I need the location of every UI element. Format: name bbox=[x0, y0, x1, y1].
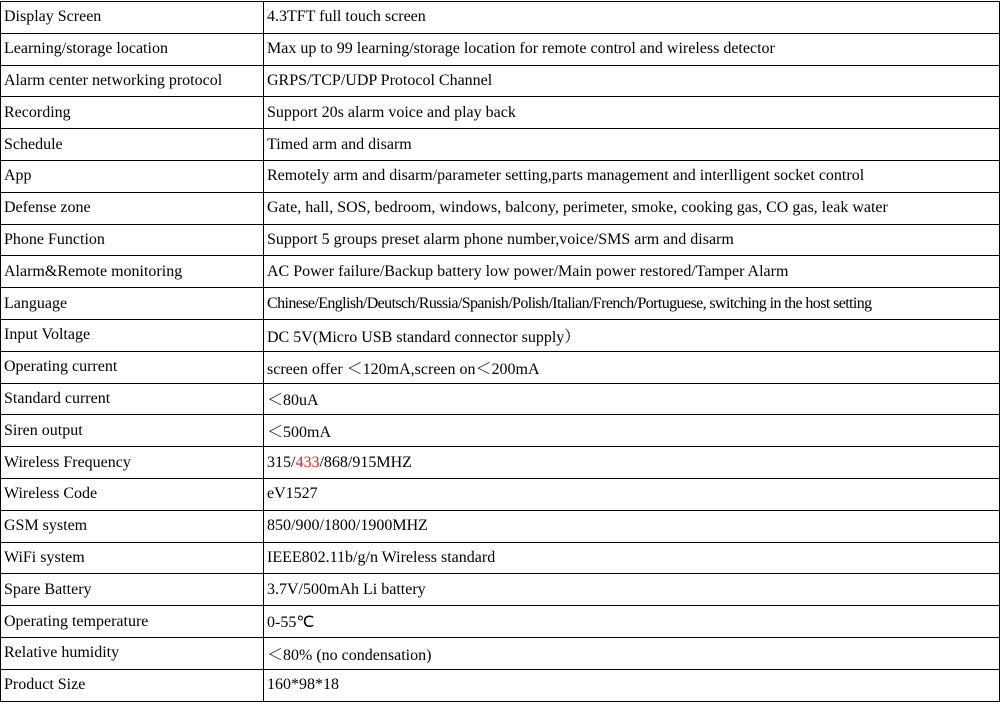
spec-value: eV1527 bbox=[264, 478, 1000, 510]
spec-label: Defense zone bbox=[1, 192, 264, 224]
table-row bbox=[1, 65, 1000, 97]
spec-value: ＜500mA bbox=[264, 415, 1000, 447]
spec-label: Display Screen bbox=[1, 2, 264, 34]
table-row bbox=[1, 192, 1000, 224]
spec-value: 4.3TFT full touch screen bbox=[264, 2, 1000, 34]
table-row bbox=[1, 129, 1000, 161]
table-row bbox=[1, 574, 1000, 606]
table-row bbox=[1, 351, 1000, 383]
spec-value: Remotely arm and disarm/parameter setting,parts management and interlligent socket control bbox=[264, 160, 1000, 192]
spec-value: 850/900/1800/1900MHZ bbox=[264, 510, 1000, 542]
spec-label: WiFi system bbox=[1, 542, 264, 574]
spec-value: 160*98*18 bbox=[264, 669, 1000, 701]
spec-label: Learning/storage location bbox=[1, 33, 264, 65]
spec-value: Timed arm and disarm bbox=[264, 129, 1000, 161]
spec-label: Relative humidity bbox=[1, 637, 264, 669]
table-row bbox=[1, 319, 1000, 351]
spec-value: screen offer ＜120mA,screen on＜200mA bbox=[264, 351, 1000, 383]
frequency-part: 315/ bbox=[267, 453, 296, 471]
spec-value bbox=[264, 447, 1000, 479]
spec-label: GSM system bbox=[1, 510, 264, 542]
spec-label: Input Voltage bbox=[1, 319, 264, 351]
spec-label: Schedule bbox=[1, 129, 264, 161]
spec-value: Support 5 groups preset alarm phone number,voice/SMS arm and disarm bbox=[264, 224, 1000, 256]
spec-label: Operating temperature bbox=[1, 606, 264, 638]
table-row bbox=[1, 288, 1000, 320]
table-row bbox=[1, 669, 1000, 701]
spec-value: Max up to 99 learning/storage location for remote control and wireless detector bbox=[264, 33, 1000, 65]
table-row bbox=[1, 33, 1000, 65]
spec-value: IEEE802.11b/g/n Wireless standard bbox=[264, 542, 1000, 574]
spec-value: DC 5V(Micro USB standard connector supply） bbox=[264, 319, 1000, 351]
spec-label: Wireless Code bbox=[1, 478, 264, 510]
spec-value: 0-55℃ bbox=[264, 606, 1000, 638]
spec-value: Gate, hall, SOS, bedroom, windows, balcony, perimeter, smoke, cooking gas, CO gas, leak water bbox=[264, 192, 1000, 224]
spec-label: Wireless Frequency bbox=[1, 447, 264, 479]
spec-label: Alarm&Remote monitoring bbox=[1, 256, 264, 288]
table-row bbox=[1, 383, 1000, 415]
spec-label: Language bbox=[1, 288, 264, 320]
table-row bbox=[1, 447, 1000, 479]
spec-value: GRPS/TCP/UDP Protocol Channel bbox=[264, 65, 1000, 97]
spec-label: App bbox=[1, 160, 264, 192]
spec-label: Phone Function bbox=[1, 224, 264, 256]
table-row bbox=[1, 510, 1000, 542]
spec-value: AC Power failure/Backup battery low power/Main power restored/Tamper Alarm bbox=[264, 256, 1000, 288]
spec-value: 3.7V/500mAh Li battery bbox=[264, 574, 1000, 606]
highlighted-frequency: 433 bbox=[295, 453, 320, 471]
table-row bbox=[1, 256, 1000, 288]
spec-value: ＜80% (no condensation) bbox=[264, 637, 1000, 669]
table-row bbox=[1, 160, 1000, 192]
table-row bbox=[1, 542, 1000, 574]
spec-label: Spare Battery bbox=[1, 574, 264, 606]
table-row bbox=[1, 415, 1000, 447]
spec-value: Support 20s alarm voice and play back bbox=[264, 97, 1000, 129]
spec-label: Standard current bbox=[1, 383, 264, 415]
table-row bbox=[1, 478, 1000, 510]
spec-label: Alarm center networking protocol bbox=[1, 65, 264, 97]
spec-label: Siren output bbox=[1, 415, 264, 447]
spec-label: Product Size bbox=[1, 669, 264, 701]
spec-label: Recording bbox=[1, 97, 264, 129]
spec-table bbox=[0, 1, 1000, 702]
spec-label: Operating current bbox=[1, 351, 264, 383]
table-row bbox=[1, 97, 1000, 129]
spec-value: ＜80uA bbox=[264, 383, 1000, 415]
spec-value: Chinese/English/Deutsch/Russia/Spanish/Polish/Italian/French/Portuguese, switching in the host setting bbox=[264, 288, 1000, 320]
table-row bbox=[1, 2, 1000, 34]
table-row bbox=[1, 224, 1000, 256]
frequency-part: /868/915MHZ bbox=[319, 453, 412, 471]
table-row bbox=[1, 637, 1000, 669]
spec-table-body bbox=[1, 2, 1000, 702]
table-row bbox=[1, 606, 1000, 638]
